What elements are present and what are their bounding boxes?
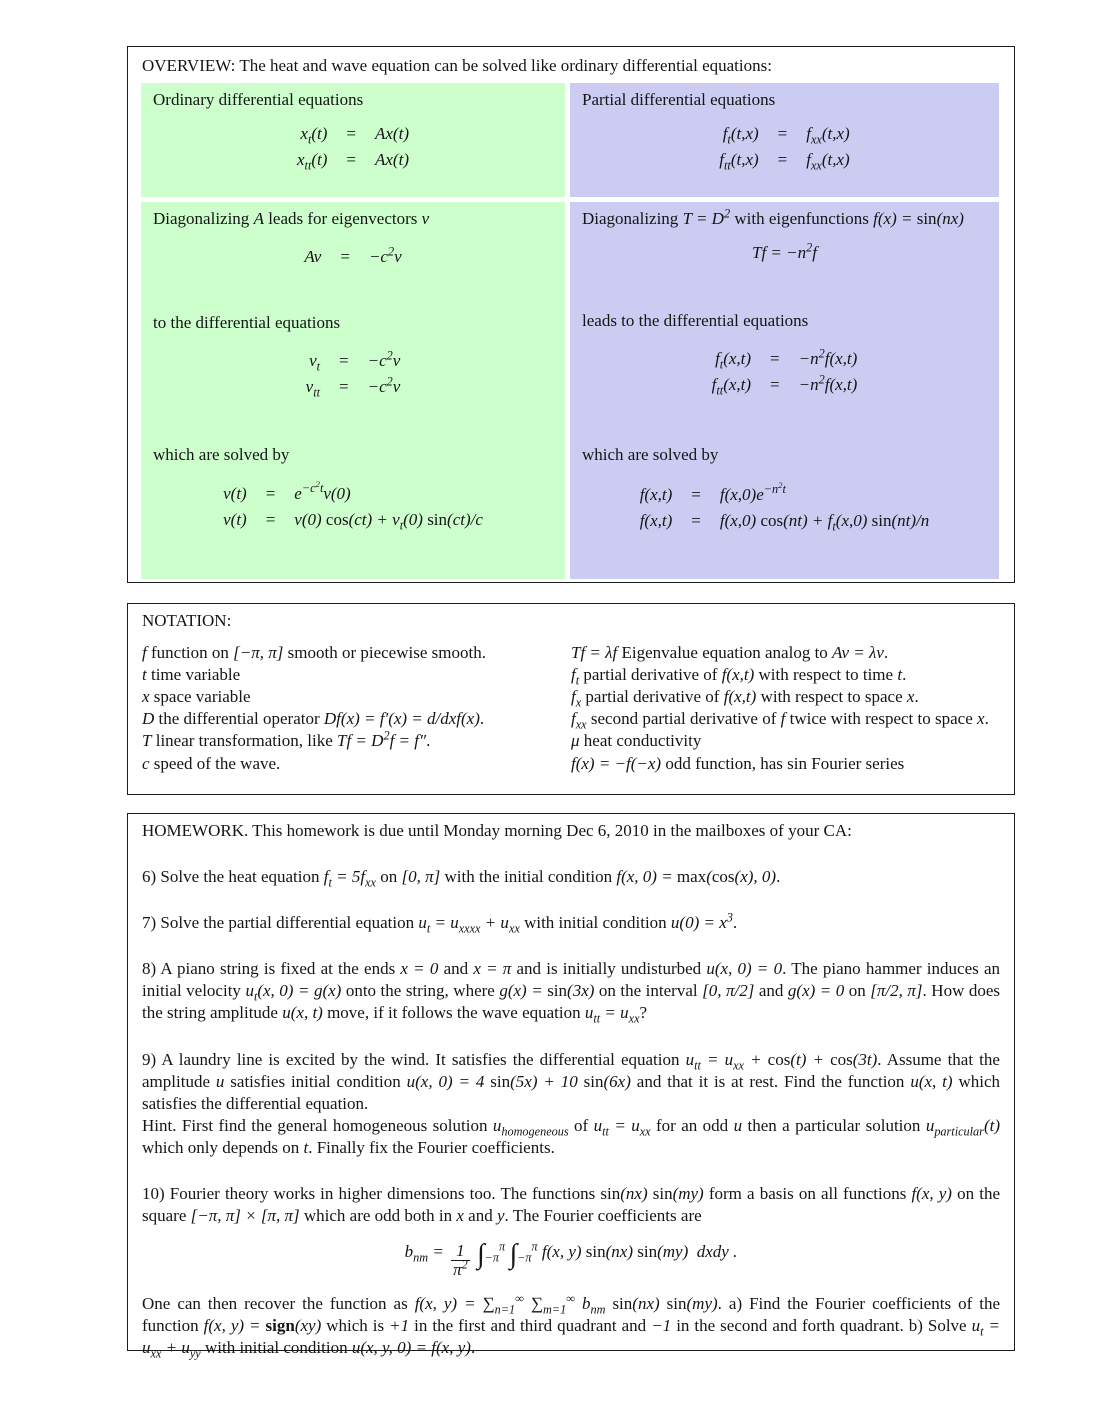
equals-sign: =	[770, 375, 780, 395]
equation-lhs: $f_t(x,t)$	[715, 349, 752, 372]
ode-diff-equations	[306, 348, 401, 400]
equals-sign: =	[777, 150, 788, 170]
notation-entry: T linear transformation, like $Tf = D^2f = f''$.	[142, 728, 431, 751]
equation-lhs: v(t)	[223, 509, 247, 529]
notation-right-column	[571, 642, 1000, 775]
homework-problem-9: 9) A laundry line is excited by the wind. It satisfies the differential equation $u_{tt} = u_{xx} + \cos(t) + \cos(3t)$. Assume that the amplitude u satisfies initial condition u(x, 0) = 4 sin(5x) + 10 sin(6x) and that it is at rest. Find the function u(x, t) which satisfies the differential equation.	[142, 1049, 1001, 1113]
pde-panel	[570, 83, 999, 197]
notation-entry: x space variable	[142, 687, 251, 707]
equals-sign: =	[346, 124, 356, 144]
equation-lhs: $f_{tt}(t,x)$	[719, 150, 759, 173]
equation-lhs: f(x,t)	[639, 510, 673, 530]
equation-rhs: v(0) $\cos(ct) + v_t(0)$ sin(ct)/c	[294, 509, 483, 533]
equation-rhs: Ax(t)	[375, 150, 409, 170]
homework-problem-10-continued: One can then recover the function as f(x, $y) = \sum_{n=1}^\infty$ $\sum_{m=1}^\infty$ $b_{nm}$ sin(nx) sin(my). a) Find the Fourier coefficients of the function f(x, y) = sign(xy) which is +1 in the first and third quadrant and −1 in the second and forth quadrant. b) Solve $u_t = u_{xx} + u_{yy}$ with initial condition u(x, y, 0) = f(x, y).	[142, 1291, 1000, 1361]
notation-columns	[128, 632, 1014, 775]
notation-entry: $f_{xx}$ second partial derivative of f twice with respect to space x.	[571, 709, 989, 732]
equation-row	[639, 479, 930, 508]
equation-rhs: $f(x,0)e^{-n^2t}$	[719, 479, 786, 504]
ode-panel-header: Ordinary differential equations	[153, 90, 364, 109]
pde-eigen-equation: $Tf = -n^2f$	[752, 240, 817, 263]
notation-entry: $f_t$ partial derivative of f(x,t) with respect to time t.	[571, 665, 907, 688]
equation-rhs: $f_{xx}(t,x)$	[806, 150, 850, 173]
notation-entry: t time variable	[142, 665, 241, 685]
homework-problem-9-hint: Hint. First find the general homogeneous solution $u_{homogeneous}$ of $u_{tt} = u_{xx}$ for an odd u then a particular solution $u_{particular}(t)$ which only depends on t. Finally fix the Fourier coefficients.	[142, 1115, 1000, 1157]
pde-diagonalizing-intro: Diagonalizing $T = D^2$ with eigenfunctions f(x) = sin(nx)	[582, 206, 964, 228]
equals-sign: =	[340, 247, 350, 267]
equation-lhs: Av	[304, 247, 322, 267]
equation-row	[712, 372, 858, 398]
homework-content	[128, 814, 1014, 1359]
ode-panel	[141, 83, 565, 197]
ode-diagonalizing-panel	[141, 202, 565, 579]
equation-rhs: $-c^2v$	[368, 244, 402, 267]
notation-header: NOTATION:	[142, 611, 232, 630]
homework-problem-6: 6) Solve the heat equation $f_t = 5f_{xx}$ on [0, π] with the initial condition f(x, 0) = max(cos(x), 0).	[142, 867, 781, 890]
equation-row	[640, 508, 930, 534]
pde-equations	[719, 121, 849, 173]
equation-rhs: f(x,0) $\cos(nt) + f_t(x,0)$ sin(nt)/n	[719, 510, 930, 534]
equation-rhs: $e^{-c^2t}v(0)$	[294, 478, 351, 503]
notation-entry: f(x) = −f(−x) odd function, has sin Fourier series	[571, 753, 905, 773]
notation-entry: Tf = λf Eigenvalue equation analog to Av = λv.	[571, 643, 889, 663]
notation-entry: f function on [−π, π] smooth or piecewise smooth.	[142, 643, 486, 663]
equation-lhs: v(t)	[223, 483, 247, 503]
equals-sign: =	[777, 124, 788, 144]
ode-mid-text: to the differential equations	[153, 313, 341, 333]
notation-entry: $f_x$ partial derivative of f(x,t) with respect to space x.	[571, 687, 919, 710]
pde-diff-equations	[712, 346, 858, 398]
equals-sign: =	[339, 351, 349, 371]
pde-mid-text: leads to the differential equations	[582, 311, 809, 331]
equals-sign: =	[691, 484, 701, 504]
ode-solved-text: which are solved by	[153, 445, 290, 465]
equation-lhs: $f_{tt}(x,t)$	[711, 375, 752, 398]
equation-row	[719, 147, 849, 173]
equation-row	[719, 121, 849, 147]
equals-sign: =	[346, 150, 356, 170]
ode-equations	[297, 121, 409, 173]
ode-solutions	[223, 478, 483, 533]
equation-row	[304, 244, 401, 270]
equation-row	[223, 507, 483, 533]
homework-section	[127, 813, 1015, 1361]
equation-lhs: $f_t(t,x)$	[722, 124, 759, 147]
equals-sign: =	[339, 377, 349, 397]
notation-entry: c speed of the wave.	[142, 753, 281, 773]
equation-lhs: $v_t$	[309, 351, 321, 374]
pde-panel-header: Partial differential equations	[582, 90, 776, 109]
overview-title: OVERVIEW: The heat and wave equation can be solved like ordinary differential equations:	[142, 56, 772, 75]
equation-rhs: $-c^2v$	[367, 374, 401, 397]
pde-solutions	[639, 479, 930, 534]
pde-solved-text: which are solved by	[582, 445, 719, 465]
equation-row	[223, 478, 483, 507]
equation-rhs: $f_{xx}(t,x)$	[806, 124, 850, 147]
fourier-coefficient-formula: $b_{nm}$ = $\frac{1}{\pi^2}$ $\int_{-\pi}^\pi$ $\int_{-\pi}^\pi$ f(x, y) sin(nx) sin(my) dxdy .	[404, 1239, 738, 1279]
notation-section	[127, 603, 1015, 795]
homework-header: HOMEWORK. This homework is due until Monday morning Dec 6, 2010 in the mailboxes of your CA:	[142, 821, 852, 840]
equation-row	[297, 121, 409, 147]
equation-lhs: $v_{tt}$	[305, 377, 321, 400]
overview-section	[127, 46, 1015, 583]
equals-sign: =	[265, 509, 276, 529]
notation-entry: μ heat conductivity	[571, 731, 702, 751]
equation-rhs: Ax(t)	[375, 124, 409, 144]
equals-sign: =	[770, 349, 780, 369]
homework-problem-10: 10) Fourier theory works in higher dimensions too. The functions sin(nx) sin(my) form a basis on all functions f(x, y) on the square [−π, π] × [π, π] which are odd both in x and y. The Fourier coefficients are	[142, 1184, 1000, 1226]
homework-problem-7: 7) Solve the partial differential equation $u_t = u_{xxxx} + u_{xx}$ with initial condition $u(0) = x^3$.	[142, 910, 738, 936]
equals-sign: =	[265, 483, 276, 503]
equation-lhs: f(x,t)	[639, 484, 673, 504]
equation-rhs: $-n^2f(x,t)$	[798, 346, 858, 369]
equation-row	[306, 348, 401, 374]
pde-diagonalizing-panel	[570, 202, 999, 579]
equation-row	[297, 147, 409, 173]
equation-lhs: $x_t(t)$	[300, 124, 328, 147]
homework-problem-8: 8) A piano string is fixed at the ends x = 0 and x = π and is initially undisturbed u(x, 0) = 0. The piano hammer induces an initial velocity $u_t(x$, 0) = g(x) onto the string, where g(x) = sin(3x) on the interval [0, π/2] and g(x) = 0 on [π/2, π]. How does the string amplitude u(x, t) move, if it follows the wave equation $u_{tt} = u_{xx}$?	[142, 959, 1001, 1026]
equation-row	[306, 374, 401, 400]
notation-left-column	[142, 642, 558, 775]
equation-row	[712, 346, 858, 372]
ode-diagonalizing-intro: Diagonalizing A leads for eigenvectors v⃗	[153, 209, 443, 228]
ode-eigen-equation	[304, 244, 401, 270]
equation-lhs: $x_{tt}(t)$	[297, 150, 328, 173]
equation-rhs: $-n^2f(x,t)$	[798, 372, 858, 395]
notation-entry: D the differential operator Df(x) = f′(x) = d/dxf(x).	[142, 709, 485, 729]
equals-sign: =	[691, 510, 701, 530]
equation-rhs: $-c^2v$	[367, 348, 401, 371]
